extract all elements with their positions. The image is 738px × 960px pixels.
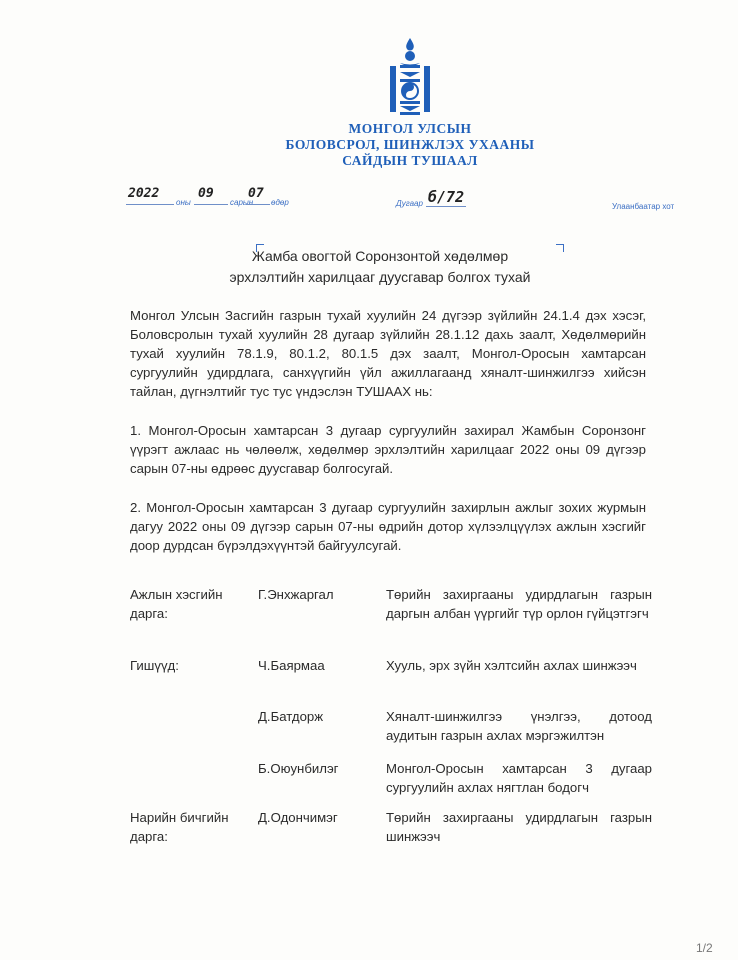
- page-number: 1/2: [696, 941, 713, 955]
- title-line-1: Жамба овогтой Соронзонтой хөдөлмөр: [251, 248, 509, 264]
- year-label: оны: [176, 198, 191, 207]
- order-title: [200, 246, 560, 288]
- soyombo-emblem-icon: [388, 36, 432, 116]
- month-underline: [194, 204, 228, 205]
- committee-name-member-3: Б.Оюунбилэг: [258, 761, 339, 776]
- month-handwritten: 09: [198, 186, 214, 201]
- committee-position-member-1: Хууль, эрх зүйн хэлтсийн ахлах шинжээч: [386, 658, 637, 673]
- ministry-line-3: САЙДЫН ТУШААЛ: [342, 153, 478, 168]
- order-item-2: 2. Монгол-Оросын хамтарсан 3 дугаар сургуулийн захирлын ажлыг зохих журмын дагуу 2022 оны 09 дүгээр сарын 07-ны өдрийн дотор хүлээлцүүлэх ажлын хэсгийг доор дурдсан бүрэлдэхүүнтэй байгуулсугай.: [130, 500, 646, 553]
- city-label: Улаанбаатар хот: [612, 202, 675, 211]
- order-item-1: 1. Монгол-Оросын хамтарсан 3 дугаар сургуулийн захирал Жамбын Соронзонг үүрэгт ажлаас нь чөлөөлж, хөдөлмөр эрхлэлтийн харилцааг 2022 оны 09 дүгээр сарын 07-ны өдрөөс дуусгавар болгосугай.: [130, 423, 646, 476]
- committee-name-member-2: Д.Батдорж: [258, 709, 324, 724]
- day-underline: [246, 204, 270, 205]
- committee-role-members: Гишүүд:: [130, 658, 179, 673]
- ministry-line-2: БОЛОВСРОЛ, ШИНЖЛЭХ УХААНЫ: [285, 137, 535, 152]
- committee-role-secretary: Нарийн бичгийн дарга:: [130, 810, 229, 844]
- ministry-header: [250, 121, 570, 169]
- title-line-2: эрхлэлтийн харилцааг дуусгавар болгох тухай: [229, 269, 531, 285]
- committee-name-chair: Г.Энхжаргал: [258, 587, 334, 602]
- committee-position-member-2: Хяналт-шинжилгээ үнэлгээ, дотоод аудитын газрын ахлах мэргэжилтэн: [386, 709, 652, 743]
- month-label: сарын: [230, 198, 254, 207]
- number-label: Дугаар: [396, 199, 423, 208]
- committee-position-secretary: Төрийн захиргааны удирдлагын газрын шинжээч: [386, 810, 652, 844]
- committee-name-secretary: Д.Одончимэг: [258, 810, 338, 825]
- committee-name-member-1: Ч.Баярмаа: [258, 658, 325, 673]
- year-handwritten: 2022: [128, 186, 160, 201]
- ministry-line-1: МОНГОЛ УЛСЫН: [348, 121, 472, 136]
- order-number-handwritten: б/72: [428, 188, 465, 206]
- committee-position-member-3: Монгол-Оросын хамтарсан 3 дугаар сургуулийн ахлах нягтлан бодогч: [386, 761, 652, 795]
- day-label: өдөр: [271, 198, 289, 207]
- committee-role-chair: Ажлын хэсгийн дарга:: [130, 587, 223, 621]
- number-underline: [426, 206, 466, 207]
- year-underline: [126, 204, 174, 205]
- committee-position-chair: Төрийн захиргааны удирдлагын газрын даргын албан үүргийг түр орлон гүйцэтгэгч: [386, 587, 652, 621]
- day-handwritten: 07: [248, 186, 264, 201]
- preamble-paragraph: Монгол Улсын Засгийн газрын тухай хуулийн 24 дүгээр зүйлийн 24.1.4 дэх хэсэг, Боловсролын тухай хуулийн 28 дугаар зүйлийн 28.1.12 дахь заалт, Хөдөлмөрийн тухай хуулийн 78.1.9, 80.1.2, 80.1.5 дэх заалт, Монгол-Оросын хамтарсан сургуулийн удирдлага, санхүүгийн үйл ажиллагаанд хяналт-шинжилгээ хийсэн тайлан, дүгнэлтийг тус тус үндэслэн ТУШААХ нь:: [130, 308, 646, 399]
